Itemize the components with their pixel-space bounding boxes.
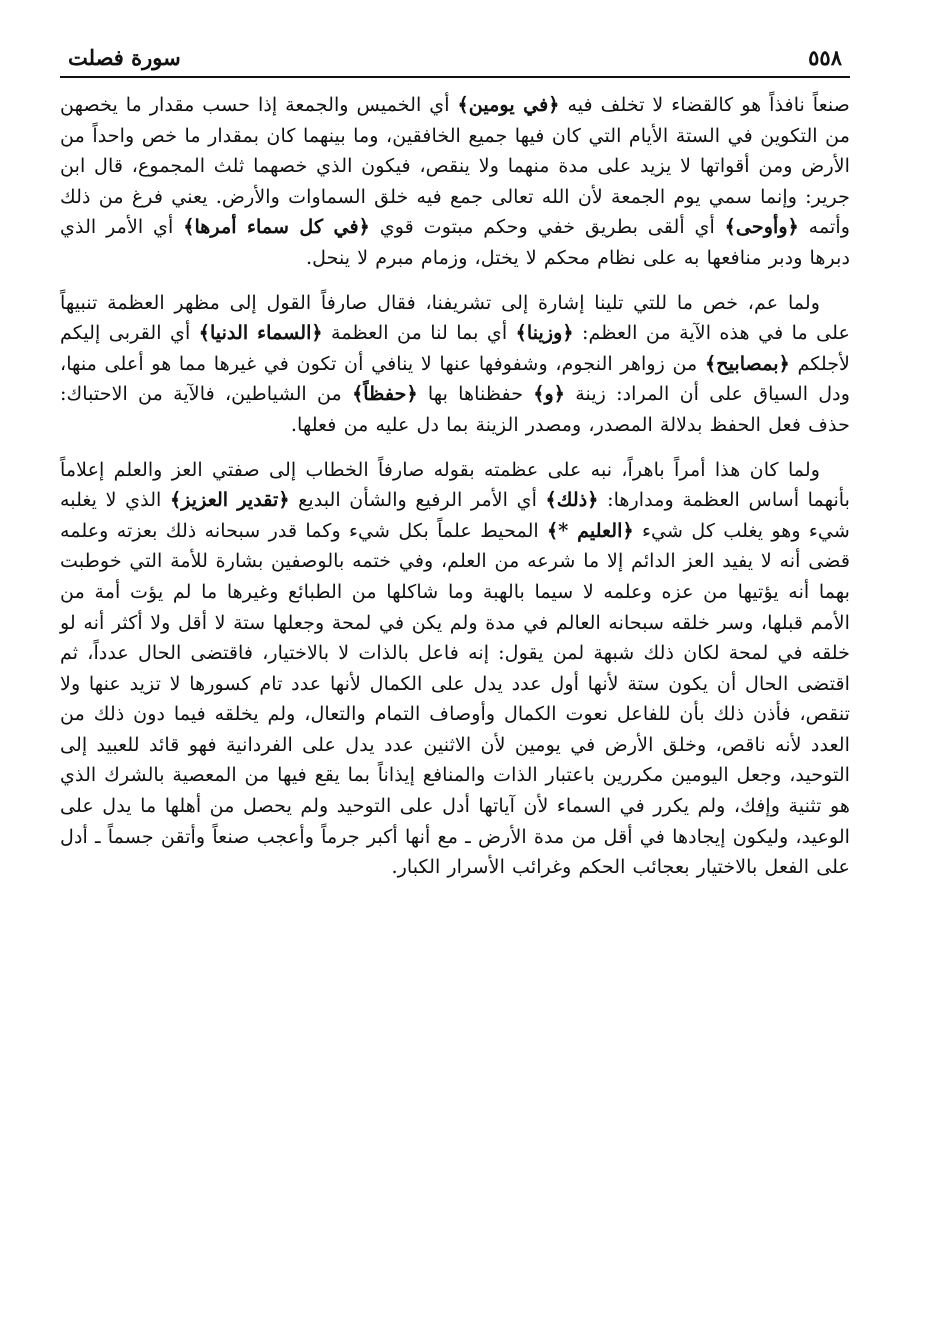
text-run: أي القربى إليكم لأجلكم — [60, 321, 851, 375]
quran-quote: ﴿تقدير العزيز﴾ — [169, 488, 290, 512]
text-run: الذي لا يغلبه شيء وهو يغلب كل شيء — [60, 488, 851, 542]
text-run: أي بما لنا من العظمة — [322, 321, 516, 345]
page-header — [60, 30, 850, 78]
paragraph — [60, 90, 850, 274]
paragraph — [60, 455, 850, 883]
text-run: أي ألقى بطريق خفي وحكم مبتوت قوي — [369, 215, 725, 239]
quran-quote: ﴿حفظاً﴾ — [352, 382, 418, 406]
text-run: حفظناها بها — [417, 382, 534, 406]
text-run: ولما كان هذا أمراً باهراً، نبه على عظمته بقوله صارفاً الخطاب إلى صفتي العز والعلم إعلاماً بأنهما أساس العظمة ومدارها: — [60, 457, 850, 512]
text-run: من الشياطين، فالآية من الاحتباك: حذف فعل الحفظ بدلالة المصدر، ومصدر الزينة بما دل عليه من فعلها. — [60, 382, 850, 436]
page-number: ٥٥٨ — [808, 45, 842, 70]
text-run: صنعاً نافذاً هو كالقضاء لا تخلف فيه — [559, 93, 850, 116]
text-run: ولما عم، خص ما للتي تلينا إشارة إلى تشريفنا، فقال صارفاً القول إلى مظهر العظمة تنبيهاً على ما في هذه الآية من العظم: — [60, 290, 850, 345]
text-run: أي الأمر الذي دبرها ودبر منافعها به على نظام محكم لا يختل، وزمام مبرم لا ينحل. — [60, 215, 850, 269]
quran-quote: ﴿في كل سماء أمرها﴾ — [183, 215, 370, 239]
text-run: من زواهر النجوم، وشفوفها عنها لا ينافي أن تكون في غيرها مما هو أعلى منها، ودل السياق على أن المراد: زينة — [60, 351, 850, 406]
quran-quote: ﴿و﴾ — [533, 382, 566, 406]
book-page — [60, 30, 850, 897]
text-run: أي الأمر الرفيع والشأن البديع — [289, 488, 546, 512]
quran-quote: ﴿بمصابيح﴾ — [704, 351, 790, 375]
quran-quote: ﴿العليم *﴾ — [547, 518, 634, 542]
quran-quote: ﴿في يومين﴾ — [457, 93, 560, 116]
quran-quote: ﴿وزينا﴾ — [515, 321, 574, 345]
text-run: المحيط علماً بكل شيء وكما قدر سبحانه ذلك بعزته وعلمه قضى أنه لا يفيد العز الدائم إلا ما شرعه من العلم، وفي ختمه بالوصفين بشارة للأمة التي خوطبت بهما أنه يؤتيها من عزه وعلمه لا سيما بالهبة وما شاكلها من الطبائع وغيرها ما لم يؤت أمة من الأمم قبلها، وسر خلقه سبحانه العالم في مدة ولم يكن في لمحة وجعلها ستة لا أقل ولا أكثر أنه لو خلقه في لمحة لكان ذلك شبهة لمن يقول: إنه فاعل بالذات لا بالاختيار، فاقتضى الحال عدداً، ثم اقتضى الحال أن يكون ستة لأنها أول عدد يدل على الكمال لأنها عدد تام كسورها لا تزيد عنها ولا تنقص، فأذن ذلك بأن للفاعل نعوت الكمال وأوصاف التمام والتعال، ولم يخلقه فيما دون ذلك من العدد لأنه ناقص، وخلق الأرض في يومين لأن الاثنين عدد يدل على الفردانية فهو قائد للعبيد إلى التوحيد، وجعل اليومين مكررين باعتبار الذات والمنافع إيذاناً بما يقع فيها من المعصية بالشرك الذي هو تثنية وإفك، ولم يكرر في السماء لأن آياتها أدل على التوحيد ولم يحصل من أهلها ما يدل على الوعيد، وليكون إيجادها في أقل من مدة الأرض ـ مع أنها أكبر جرماً وأعجب صنعاً وأتقن جسماً ـ أدل على الفعل بالاختيار بعجائب الحكم وغرائب الأسرار الكبار. — [60, 518, 850, 879]
surah-title: سورة فصلت — [68, 45, 181, 70]
page-content — [60, 90, 850, 883]
paragraph — [60, 288, 850, 441]
quran-quote: ﴿وأوحى﴾ — [724, 215, 799, 239]
text-run: أي الخميس والجمعة إذا حسب مقدار ما يخصهن من التكوين في الستة الأيام التي كان فيها جميع الخافقين، وما بينهما كان بمقدار ما خص واحداً من الأرض ومن أقواتها لا يزيد على مدة منهما ولا ينقص، فيكون الذي خصهما ثلث المجموع، قال ابن جرير: وإنما سمي يوم الجمعة لأن الله تعالى جمع فيه خلق السماوات والأرض. يعني فرغ من ذلك وأتمه — [60, 93, 850, 239]
quran-quote: ﴿ذلك﴾ — [545, 488, 599, 512]
quran-quote: ﴿السماء الدنيا﴾ — [198, 321, 323, 345]
